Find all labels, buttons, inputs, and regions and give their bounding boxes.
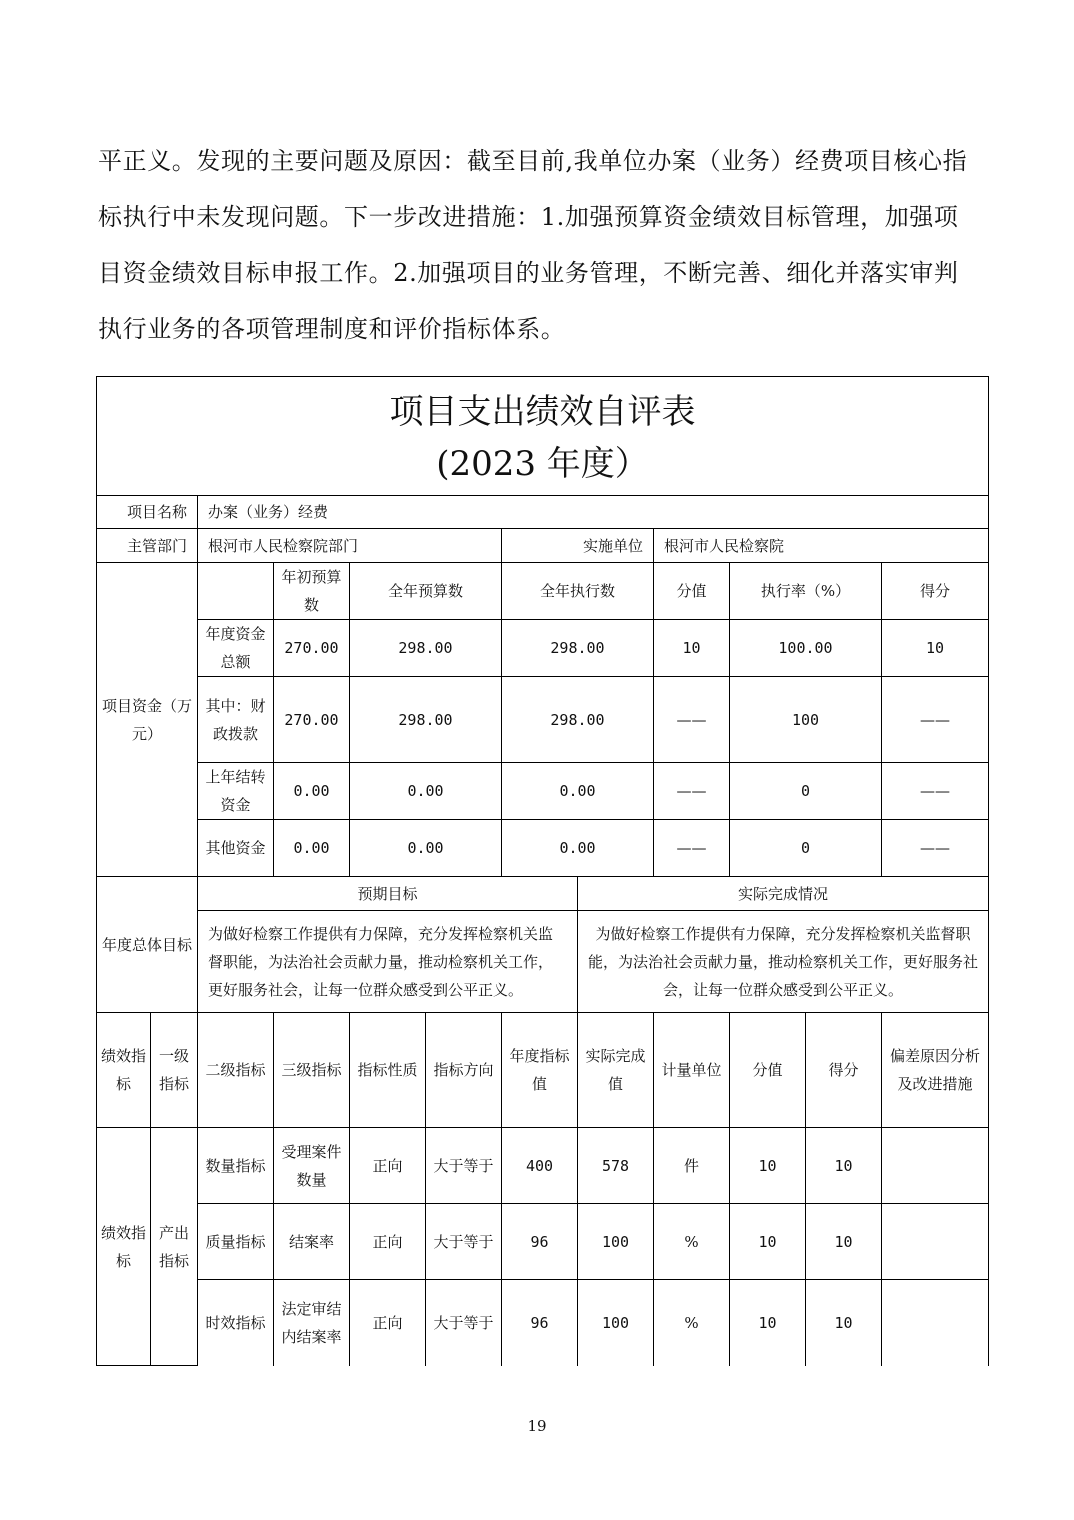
funds-row-rate: 0: [730, 763, 882, 820]
indicator-score: 10: [806, 1204, 882, 1280]
funds-row-executed: 0.00: [502, 820, 654, 877]
indicator-deviation: [882, 1204, 989, 1280]
indicator-score-value: 10: [730, 1128, 806, 1204]
actual-completion-text: 为做好检察工作提供有力保障，充分发挥检察机关监督职能，为法治社会贡献力量，推动检察机关工作，更好服务社会，让每一位群众感受到公平正义。: [578, 911, 989, 1013]
header-perf: 绩效指标: [97, 1013, 151, 1128]
performance-evaluation-table: [96, 376, 989, 1366]
funds-row-score-value: ——: [654, 820, 730, 877]
indicator-level3: 法定审结内结案率: [274, 1280, 350, 1366]
header-score: 得分: [806, 1013, 882, 1128]
table-title-cell: [97, 377, 989, 496]
indicator-target: 96: [502, 1280, 578, 1366]
funds-row-executed: 0.00: [502, 763, 654, 820]
funds-header-budget: 全年预算数: [350, 563, 502, 620]
indicator-nature: 正向: [350, 1204, 426, 1280]
funds-row-rate: 100.00: [730, 620, 882, 677]
funds-header-score: 得分: [882, 563, 989, 620]
funds-row-initial: 270.00: [274, 677, 350, 763]
funds-row-budget: 0.00: [350, 763, 502, 820]
funds-row-initial: 0.00: [274, 763, 350, 820]
table-subtitle: (2023 年度）: [436, 444, 649, 484]
funds-row-score-value: ——: [654, 677, 730, 763]
indicator-score: 10: [806, 1128, 882, 1204]
funds-row-initial: 270.00: [274, 620, 350, 677]
indicator-level3: 结案率: [274, 1204, 350, 1280]
funds-header-rate: 执行率（%）: [730, 563, 882, 620]
indicator-target: 96: [502, 1204, 578, 1280]
indicator-score: 10: [806, 1280, 882, 1366]
goal-label: 年度总体目标: [97, 877, 198, 1013]
funds-row-score: ——: [882, 820, 989, 877]
indicator-direction: 大于等于: [426, 1128, 502, 1204]
funds-row-score-value: ——: [654, 763, 730, 820]
indicator-level3: 受理案件数量: [274, 1128, 350, 1204]
indicator-target: 400: [502, 1128, 578, 1204]
indicator-deviation: [882, 1280, 989, 1366]
funds-row-score: 10: [882, 620, 989, 677]
perf-group-label: 绩效指标: [97, 1128, 151, 1366]
indicator-score-value: 10: [730, 1280, 806, 1366]
funds-row-rate: 100: [730, 677, 882, 763]
funds-row-budget: 298.00: [350, 620, 502, 677]
indicator-actual: 578: [578, 1128, 654, 1204]
funds-row-score: ——: [882, 677, 989, 763]
impl-value: 根河市人民检察院: [654, 529, 989, 563]
dept-value: 根河市人民检察院部门: [198, 529, 502, 563]
table-title: 项目支出绩效自评表: [389, 392, 696, 432]
indicator-actual: 100: [578, 1280, 654, 1366]
funds-row-label: 上年结转资金: [198, 763, 274, 820]
output-indicator-label: 产出指标: [151, 1128, 198, 1366]
funds-row-label: 其中：财政拨款: [198, 677, 274, 763]
indicator-score-value: 10: [730, 1204, 806, 1280]
funds-row-budget: 298.00: [350, 677, 502, 763]
indicator-unit: %: [654, 1280, 730, 1366]
funds-row-score: ——: [882, 763, 989, 820]
funds-header-executed: 全年执行数: [502, 563, 654, 620]
expected-goal-text: 为做好检察工作提供有力保障，充分发挥检察机关监督职能，为法治社会贡献力量，推动检察机关工作，更好服务社会，让每一位群众感受到公平正义。: [198, 911, 578, 1013]
funds-row-rate: 0: [730, 820, 882, 877]
indicator-level2: 质量指标: [198, 1204, 274, 1280]
header-deviation: 偏差原因分析及改进措施: [882, 1013, 989, 1128]
impl-label: 实施单位: [502, 529, 654, 563]
funds-header-initial: 年初预算数: [274, 563, 350, 620]
header-score-value: 分值: [730, 1013, 806, 1128]
actual-completion-header: 实际完成情况: [578, 877, 989, 911]
funds-header-blank: [198, 563, 274, 620]
page-number: 19: [527, 1417, 547, 1435]
funds-row-score-value: 10: [654, 620, 730, 677]
indicator-level2: 数量指标: [198, 1128, 274, 1204]
indicator-nature: 正向: [350, 1280, 426, 1366]
header-actual: 实际完成值: [578, 1013, 654, 1128]
funds-row-executed: 298.00: [502, 620, 654, 677]
header-target: 年度指标值: [502, 1013, 578, 1128]
indicator-direction: 大于等于: [426, 1204, 502, 1280]
indicator-deviation: [882, 1128, 989, 1204]
indicator-level2: 时效指标: [198, 1280, 274, 1366]
funds-row-budget: 0.00: [350, 820, 502, 877]
funds-row-label: 年度资金总额: [198, 620, 274, 677]
indicator-nature: 正向: [350, 1128, 426, 1204]
indicator-direction: 大于等于: [426, 1280, 502, 1366]
project-name-label: 项目名称: [97, 496, 198, 529]
header-level1: 一级指标: [151, 1013, 198, 1128]
expected-goal-header: 预期目标: [198, 877, 578, 911]
indicator-actual: 100: [578, 1204, 654, 1280]
funds-label: 项目资金（万元）: [97, 563, 198, 877]
dept-label: 主管部门: [97, 529, 198, 563]
indicator-unit: 件: [654, 1128, 730, 1204]
header-direction: 指标方向: [426, 1013, 502, 1128]
header-level2: 二级指标: [198, 1013, 274, 1128]
header-unit: 计量单位: [654, 1013, 730, 1128]
header-nature: 指标性质: [350, 1013, 426, 1128]
header-level3: 三级指标: [274, 1013, 350, 1128]
funds-header-score-value: 分值: [654, 563, 730, 620]
funds-row-label: 其他资金: [198, 820, 274, 877]
intro-paragraph: 平正义。发现的主要问题及原因：截至目前,我单位办案（业务）经费项目核心指标执行中未发现问题。下一步改进措施：1.加强预算资金绩效目标管理，加强项目资金绩效目标申报工作。2.加强项目的业务管理，不断完善、细化并落实审判执行业务的各项管理制度和评价指标体系。: [98, 147, 968, 343]
project-name: 办案（业务）经费: [198, 496, 989, 529]
indicator-unit: %: [654, 1204, 730, 1280]
funds-row-executed: 298.00: [502, 677, 654, 763]
funds-row-initial: 0.00: [274, 820, 350, 877]
